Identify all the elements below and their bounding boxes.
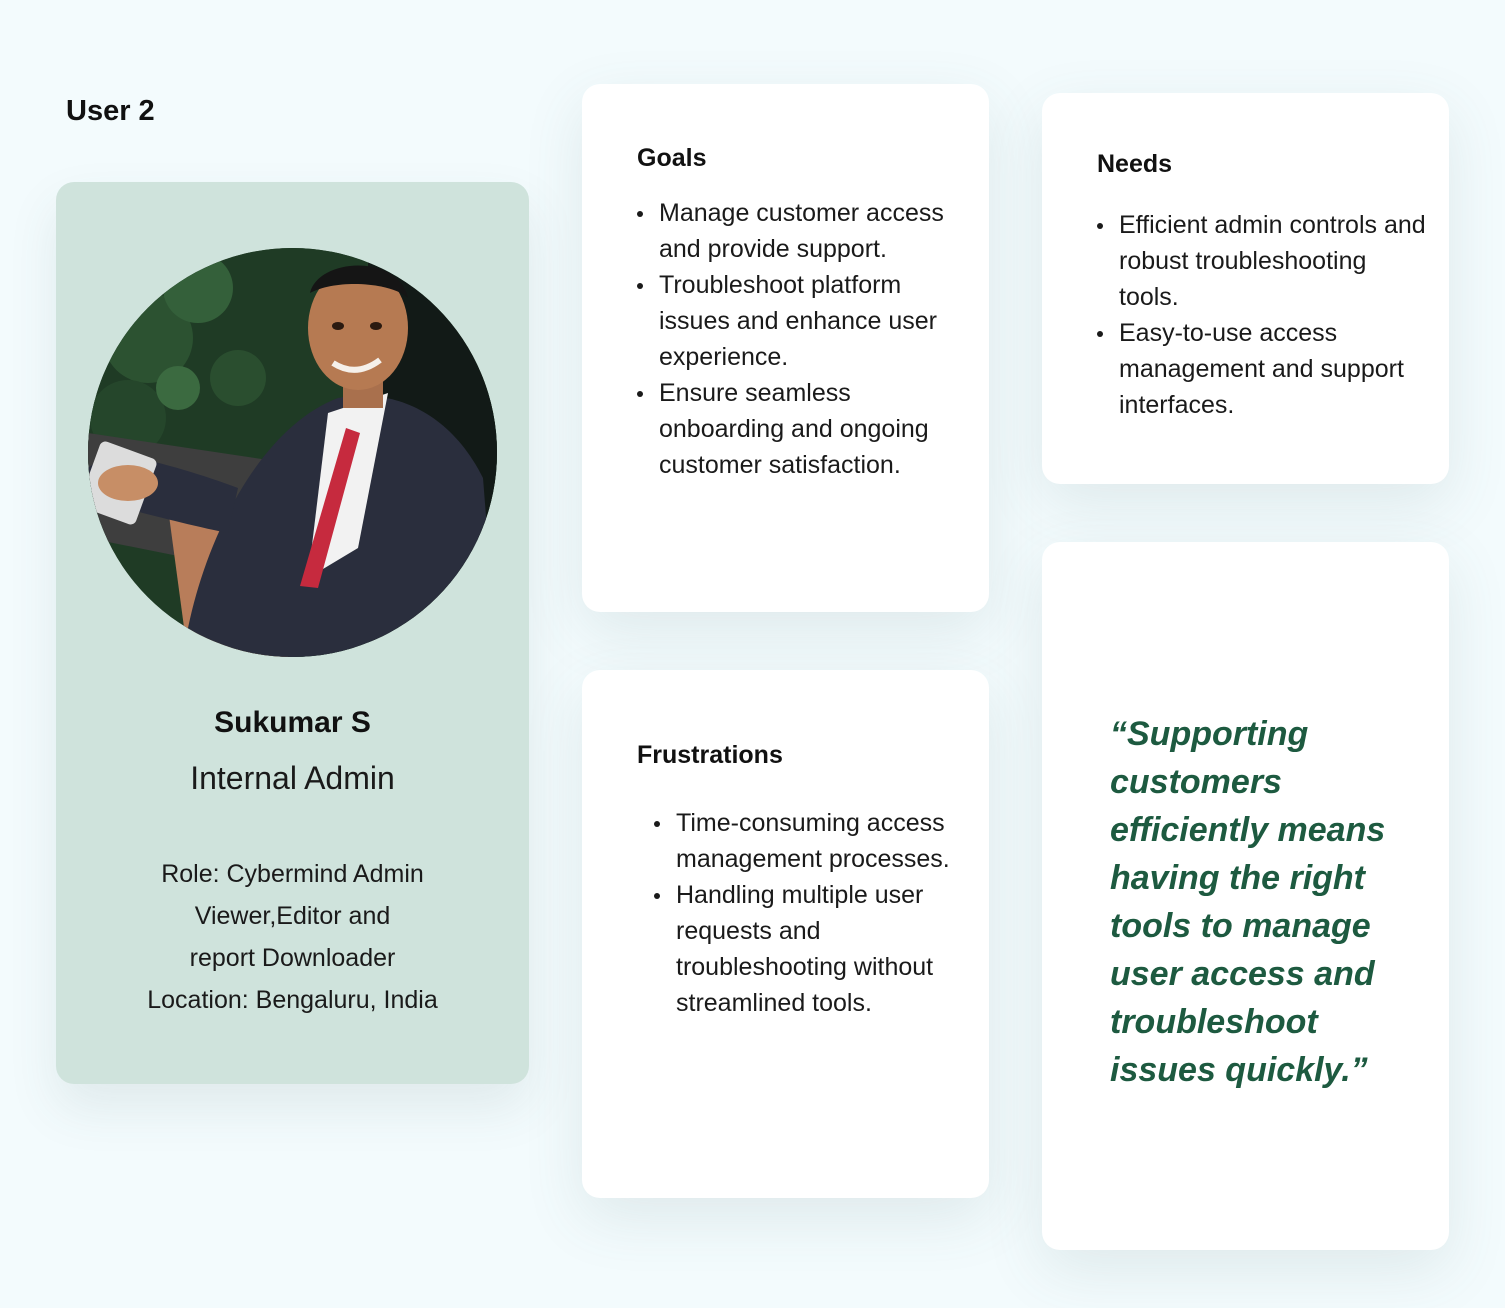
profile-card: [56, 182, 529, 1084]
list-item: Easy-to-use access management and support interfaces.: [1097, 315, 1427, 423]
list-item: Troubleshoot platform issues and enhance user experience.: [637, 267, 967, 375]
frustrations-list: [654, 805, 954, 1021]
quote-text: “Supporting customers efficiently means having the right tools to manage user access and troubleshoot issues quickly.”: [1110, 715, 1386, 1089]
frustrations-heading: Frustrations: [637, 741, 783, 769]
frustrations-card: [582, 670, 989, 1198]
goals-card: [582, 84, 989, 612]
avatar: [88, 248, 497, 657]
person-name: Sukumar S: [214, 706, 371, 739]
list-item: Ensure seamless onboarding and ongoing customer satisfaction.: [637, 375, 967, 483]
list-item: Time-consuming access management processes.: [654, 805, 954, 877]
list-item: Manage customer access and provide support.: [637, 195, 967, 267]
role-details: [56, 853, 529, 1021]
needs-heading: Needs: [1097, 150, 1173, 178]
goals-heading: Goals: [637, 144, 707, 172]
goals-list: [637, 195, 967, 483]
needs-list: [1097, 207, 1427, 423]
role-line: Viewer,Editor and: [194, 902, 391, 930]
list-item: Handling multiple user requests and troubleshooting without streamlined tools.: [654, 877, 954, 1021]
role-line: Role: Cybermind Admin: [161, 860, 424, 888]
role-line: report Downloader: [189, 944, 396, 972]
page-label: User 2: [66, 95, 155, 127]
location-line: Location: Bengaluru, India: [147, 986, 438, 1014]
person-title: Internal Admin: [190, 760, 395, 796]
needs-card: [1042, 93, 1449, 484]
quote-card: [1042, 542, 1449, 1250]
list-item: Efficient admin controls and robust troubleshooting tools.: [1097, 207, 1427, 315]
